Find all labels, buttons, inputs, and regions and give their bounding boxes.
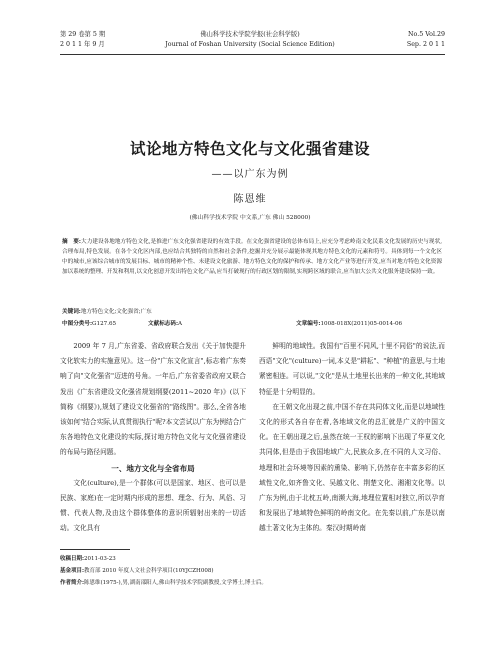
article-number-value: 1008-018X(2011)05-0014-06 bbox=[320, 321, 403, 327]
journal-issue-info bbox=[407, 30, 445, 50]
body-paragraph: 在王朝文化出现之前,中国不存在共同体文化,而是以地域性文化的形式各自存在着,各地域文化的总汇就是广义的中国文化。在王朝出现之后,虽然在统一王权的影响下出现了华夏文化共同体,但是由于我国地域广大,民族众多,在不同的人文习俗、地理和社会环境等因素的熏染、影响下,仍然存在丰富多彩的区域性文化,如齐鲁文化、吴越文化、荆楚文化、湘湘文化等。以广东为例,由于北枕五岭,南濒大海,地理位置相对独立,所以孕育和发展出了地域特色鲜明的岭南文化。在先秦以前,广东是以南越土著文化为主体的。秦汉时期岭南 bbox=[259, 402, 445, 533]
abstract bbox=[62, 237, 442, 277]
journal-volume-info bbox=[60, 30, 105, 50]
keywords-label: 关键词: bbox=[62, 309, 81, 315]
publication-date: 2 0 1 1 年 9 月 bbox=[60, 41, 105, 48]
section-heading: 一、地方文化与全省布局 bbox=[111, 463, 195, 473]
author-affiliation: (佛山科学技术学院 中文系,广东 佛山 528000) bbox=[189, 215, 311, 221]
doc-code-value: A bbox=[178, 321, 183, 327]
footnote-author bbox=[60, 578, 445, 589]
journal-name-english: Journal of Foshan University (Social Science Edition) bbox=[165, 41, 335, 48]
doc-code-label: 文献标志码: bbox=[148, 321, 179, 327]
body-paragraph: 文化(culture),是一个群体(可以是国家、地区、也可以是民族、家庭)在一定时期内形成的思想、理念、行为、风俗、习惯、代表人物,及由这个群体整体的意识所辐射出来的一切活动。文化具有 bbox=[60, 478, 246, 533]
clc-number bbox=[62, 320, 116, 329]
clc-label: 中图分类号: bbox=[62, 321, 93, 327]
footnote-rule bbox=[60, 549, 130, 550]
document-code bbox=[148, 320, 182, 329]
author-bio-value: 陈恩维(1975-),男,湖南邵阳人,佛山科学技术学院副教授,文学博士,博士后。 bbox=[84, 580, 267, 586]
footnote-received bbox=[60, 554, 445, 565]
abstract-text: 大力建设各地地方特色文化,是推进广东文化强省建设的有效手段。在文化强省建设的总体布局上,应充分考虑岭南文化民系文化发展的历史与现状,合理布局,特色发展。在各个文化区内部,也应结合其独特的自然和社会条件,挖掘并充分展示最能体现其地方特色文化的元素和符号。具体到每一个文化区中的城市,应该综合城市的发展目标、城市的精神个性、未建设文化旅游、地方特色文化的保护和传承、地方文化产业等进行开发,应当对地方特色文化资源加以系统的整理、开发和利用,以文化创意开发出特色文化产品,应当打破现行的行政区划的限制,实现跨区域的联合,应当加大公共文化服务建设保持一致。 bbox=[62, 239, 442, 276]
footnote-fund bbox=[60, 566, 445, 577]
body-paragraph: 2009 年 7 月,广东省委、省政府联合发出《关于加快提升文化软实力的实施意见》。这一份"广东文化宣言",标志着广东奏响了向"文化强省"迈进的号角。一年后,广东省委省政府又联合发出《广东省建设文化强省规划纲要(2011~2020 年)》(以下简称《纲要》),规划了建设文化强省的"路线图"。那么,全省各地该如何"结合实际,认真贯彻执行"呢?本文尝试以广东为例结合广东各地特色文化建设的实际,探讨地方特色文化与文化强省建设的布局与路径问题。 bbox=[60, 342, 246, 457]
keywords-text: 地方特色文化;文化强省;广东 bbox=[80, 309, 152, 315]
keywords bbox=[62, 308, 442, 317]
fund-label: 基金项目: bbox=[60, 568, 85, 574]
body-column-right bbox=[259, 339, 445, 537]
article-number bbox=[296, 320, 402, 329]
journal-name-chinese: 佛山科学技术学院学报(社会科学版) bbox=[200, 31, 300, 38]
abstract-label: 摘 要: bbox=[62, 239, 81, 245]
clc-value: G127.65 bbox=[92, 321, 117, 327]
body-column-left bbox=[60, 339, 246, 537]
header-rule bbox=[60, 54, 445, 55]
article-number-label: 文章编号: bbox=[296, 321, 321, 327]
article-title: 试论地方特色文化与文化强省建设 bbox=[129, 139, 370, 158]
author-bio-label: 作者简介: bbox=[60, 580, 85, 586]
article-subtitle: ——以广东为例 bbox=[211, 169, 289, 180]
received-label: 收稿日期: bbox=[60, 556, 85, 562]
fund-value: 教育部 2010 年度人文社会科学项目(10YJCZH008) bbox=[84, 568, 214, 574]
issue-date-english: Sep. 2 0 1 1 bbox=[406, 41, 445, 48]
body-paragraph: 鲜明的地域性。我国有"百里不同风,十里不同俗"的说法,而西语"文化"(culture)一词,本义是"耕耘"、"种植"的意思,与土地紧密相连。可以说,"文化"是从土地里长出来的一种文化,其地域特征是十分明显的。 bbox=[259, 342, 446, 396]
journal-name bbox=[150, 30, 350, 50]
volume-issue: 第 29 卷第 5 期 bbox=[60, 31, 106, 38]
article-author: 陈恩维 bbox=[233, 194, 267, 205]
received-value: 2011-03-23 bbox=[84, 556, 116, 562]
issue-number-english: No.5 Vol.29 bbox=[408, 31, 445, 38]
